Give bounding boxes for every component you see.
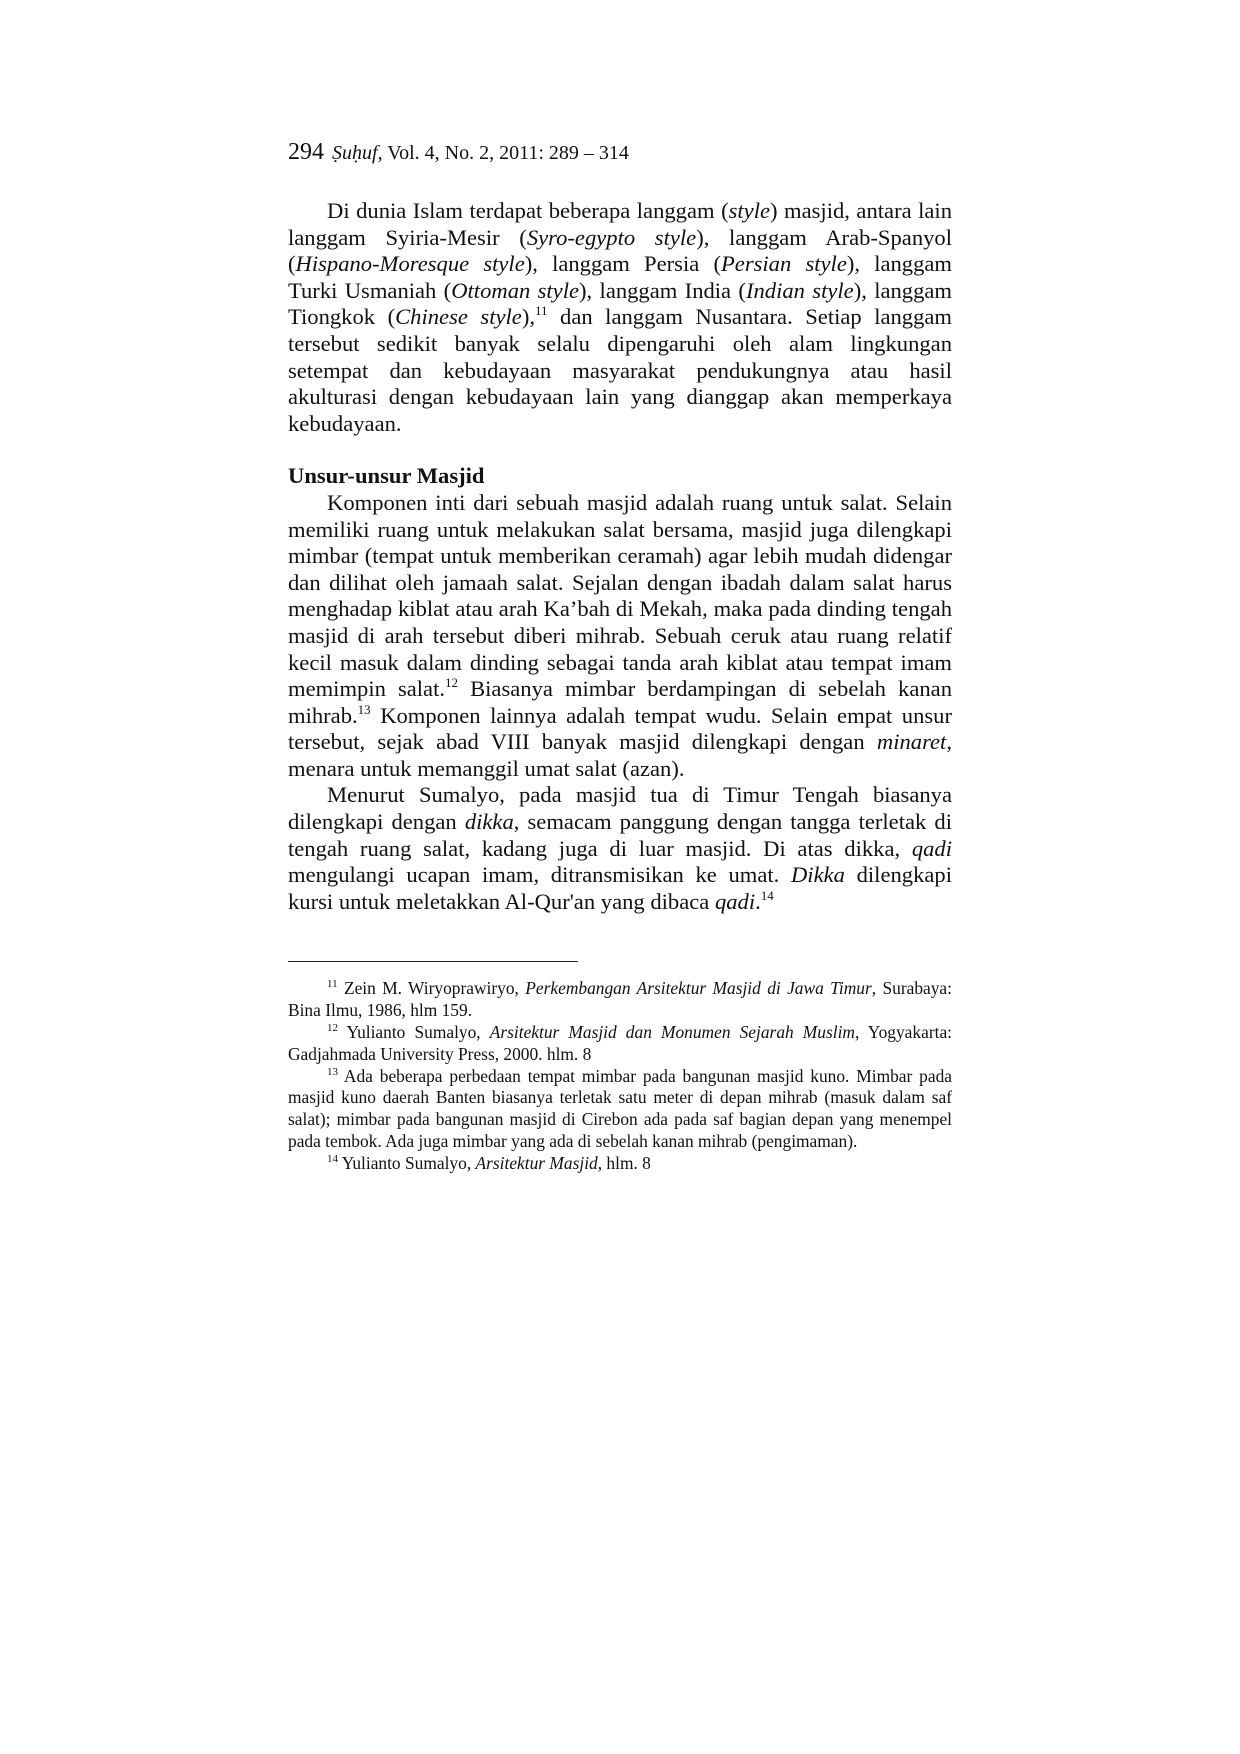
footnote-13 (288, 1066, 952, 1153)
italic-term: qadi (911, 835, 952, 861)
footnote-number: 13 (327, 1065, 338, 1078)
italic-title: Arsitektur Masjid (475, 1152, 598, 1173)
journal-issue: , Vol. 4, No. 2, 2011: 289 – 314 (377, 142, 629, 164)
footnotes (288, 978, 952, 1174)
text-run: ), langgam Tiongkok ( (288, 277, 952, 330)
text-run: , Yogyakarta: Gadjahmada University Press, 2000. hlm. 8 (288, 1022, 952, 1064)
footnote-ref-13[interactable]: 13 (357, 701, 371, 717)
text-run: , hlm. 8 (597, 1152, 651, 1173)
italic-term: Syro-egypto style (526, 224, 697, 250)
footnote-divider (288, 961, 578, 962)
text-run: dilengkapi kursi untuk meletakkan Al-Qur'an yang dibaca (288, 862, 952, 914)
paragraph-langgam (288, 198, 952, 437)
section-heading: Unsur-unsur Masjid (288, 463, 485, 489)
text-run: mengulangi ucapan imam, ditransmisikan ke umat. (288, 862, 791, 888)
document-page (288, 130, 952, 1175)
italic-term: qadi (714, 888, 756, 914)
text-run: ) masjid, antara lain langgam Syiria-Mesir ( (288, 198, 952, 250)
text-run: Komponen inti dari sebuah masjid adalah ruang untuk salat. Selain memiliki ruang untuk melakukan salat bersama, masjid juga dilengkapi mimbar (tempat untuk memberikan ceramah) agar lebih mudah didengar dan dilihat oleh jamaah salat. Sejalan dengan ibadah dalam salat harus menghadap kiblat atau arah Ka’bah di Mekah, maka pada dinding tengah masjid di arah tersebut diberi mihrab. Sebuah ceruk atau ruang relatif kecil masuk dalam dinding sebagai tanda arah kiblat atau tempat imam memimpin salat. (288, 489, 952, 702)
italic-term: dikka (464, 809, 514, 835)
italic-term: Dikka (790, 862, 845, 888)
italic-title: Arsitektur Masjid dan Monumen Sejarah Muslim (489, 1022, 855, 1043)
footnote-12 (288, 1022, 952, 1066)
text-run: ), langgam Turki Usmaniah ( (288, 251, 953, 303)
footnote-number: 11 (327, 978, 338, 991)
text-run: Di dunia Islam terdapat beberapa langgam ( (327, 198, 729, 223)
text-run: ), langgam Arab-Spanyol ( (288, 224, 952, 277)
italic-term: Persian style (720, 251, 847, 277)
text-run: ), (521, 304, 535, 330)
text-run: ), langgam Persia ( (524, 251, 721, 277)
text-run: dan langgam Nusantara. Setiap langgam tersebut sedikit banyak selalu dipengaruhi oleh alam lingkungan setempat dan kebudayaan masyarakat pendukungnya atau hasil akulturasi dengan kebudayaan lain yang dianggap akan memperkaya kebudayaan. (288, 304, 952, 436)
footnote-ref-14[interactable]: 14 (760, 887, 774, 903)
text-run: Komponen lainnya adalah tempat wudu. Selain empat unsur tersebut, sejak abad VIII banyak masjid dilengkapi dengan (288, 702, 952, 755)
italic-title: Perkembangan Arsitektur Masjid di Jawa Timur (525, 978, 872, 999)
footnote-ref-11[interactable]: 11 (535, 303, 548, 319)
text-run: Biasanya mimbar berdampingan di sebelah kanan mihrab. (288, 676, 952, 728)
running-header (288, 130, 952, 174)
italic-term: style (728, 198, 771, 223)
text-run: Zein M. Wiryoprawiryo, (337, 978, 526, 999)
footnote-number: 14 (327, 1152, 338, 1165)
page-number: 294 (288, 139, 324, 165)
italic-term: minaret (876, 729, 947, 755)
footnote-number: 12 (327, 1022, 338, 1035)
italic-term: Indian style (745, 277, 854, 303)
journal-title: Ṣuḥuf (332, 142, 378, 164)
paragraph-dikka (288, 782, 952, 915)
text-run: ), langgam India ( (579, 277, 746, 303)
text-run: Yulianto Sumalyo, (338, 1022, 490, 1043)
paragraph-komponen (288, 490, 952, 783)
text-run: Yulianto Sumalyo, (338, 1152, 476, 1173)
text-run: , Surabaya: Bina Ilmu, 1986, hlm 159. (288, 978, 952, 1021)
italic-term: Ottoman style (451, 277, 580, 303)
footnote-ref-12[interactable]: 12 (445, 675, 459, 691)
text-run: , menara untuk memanggil umat salat (azan). (288, 729, 952, 781)
text-run: . (755, 888, 761, 914)
italic-term: Chinese style (395, 304, 522, 330)
italic-term: Hispano-Moresque style (295, 251, 525, 277)
footnote-14 (288, 1153, 952, 1175)
text-run: , semacam panggung dengan tangga terletak di tengah ruang salat, kadang juga di luar masjid. Di atas dikka, (288, 809, 952, 861)
body-text (288, 198, 952, 915)
text-run: Menurut Sumalyo, pada masjid tua di Timur Tengah biasanya dilengkapi dengan (288, 782, 952, 835)
footnote-11 (288, 978, 952, 1022)
text-run: Ada beberapa perbedaan tempat mimbar pada bangunan masjid kuno. Mimbar pada masjid kuno daerah Banten biasanya terletak satu meter di depan mihrab (masuk dalam saf salat); mimbar pada bangunan masjid di Cirebon ada pada saf bagian depan yang menempel pada tembok. Ada juga mimbar yang ada di sebelah kanan mihrab (pengimaman). (288, 1065, 952, 1152)
